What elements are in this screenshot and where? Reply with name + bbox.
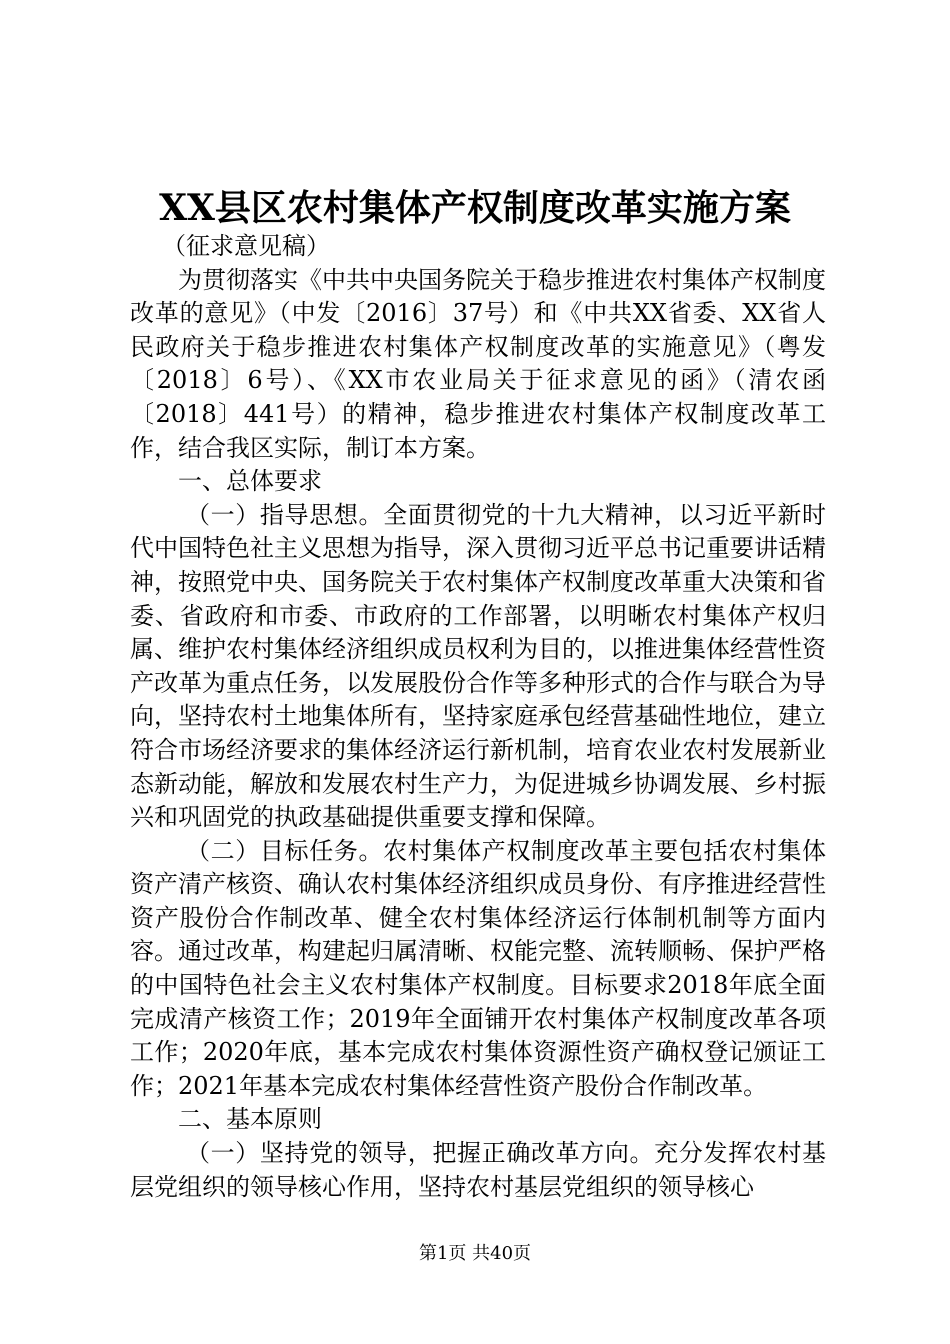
section-heading-basic-principles: 二、基本原则 [178, 1105, 322, 1134]
document-title: XX县区农村集体产权制度改革实施方案 [159, 187, 791, 229]
page-footer [0, 1240, 950, 1268]
page-number-label: 第1页 共40页 [418, 1243, 532, 1264]
document-subtitle: （征求意见稿） [162, 232, 330, 260]
paragraph-goals-tasks: （二）目标任务。农村集体产权制度改革主要包括农村集体资产清产核资、确认农村集体经济组织成员身份、有序推进经营性资产股份合作制改革、健全农村集体经济运行体制机制等方面内容。通过改革，构建起归属清晰、权能完整、流转顺畅、保护严格的中国特色社会主义农村集体产权制度。目标要求2018年底全面完成清产核资工作；2019年全面铺开农村集体产权制度改革各项工作；2020年底，基本完成农村集体资源性资产确权登记颁证工作；2021年基本完成农村集体经营性资产股份合作制改革。 [130, 836, 826, 1100]
paragraph-party-leadership: （一）坚持党的领导，把握正确改革方向。充分发挥农村基层党组织的领导核心作用，坚持农村基层党组织的领导核心 [130, 1139, 826, 1201]
section-heading-general-requirements: 一、总体要求 [178, 467, 322, 496]
document-body [130, 230, 826, 1204]
paragraph-intro: 为贯彻落实《中共中央国务院关于稳步推进农村集体产权制度改革的意见》（中发〔2016〕37号）和《中共XX省委、XX省人民政府关于稳步推进农村集体产权制度改革的实施意见》（粤发〔2018〕6号）、《XX市农业局关于征求意见的函》（清农函〔2018〕441号）的精神，稳步推进农村集体产权制度改革工作，结合我区实际，制订本方案。 [130, 265, 826, 462]
paragraph-guiding-ideology: （一）指导思想。全面贯彻党的十九大精神，以习近平新时代中国特色社主义思想为指导，深入贯彻习近平总书记重要讲话精神，按照党中央、国务院关于农村集体产权制度改革重大决策和省委、省政府和市委、市政府的工作部署，以明晰农村集体产权归属、维护农村集体经济组织成员权利为目的，以推进集体经营性资产改革为重点任务，以发展股份合作等多种形式的合作与联合为导向，坚持农村土地集体所有，坚持家庭承包经营基础性地位，建立符合市场经济要求的集体经济运行新机制，培育农业农村发展新业态新动能，解放和发展农村生产力，为促进城乡协调发展、乡村振兴和巩固党的执政基础提供重要支撑和保障。 [130, 500, 826, 832]
